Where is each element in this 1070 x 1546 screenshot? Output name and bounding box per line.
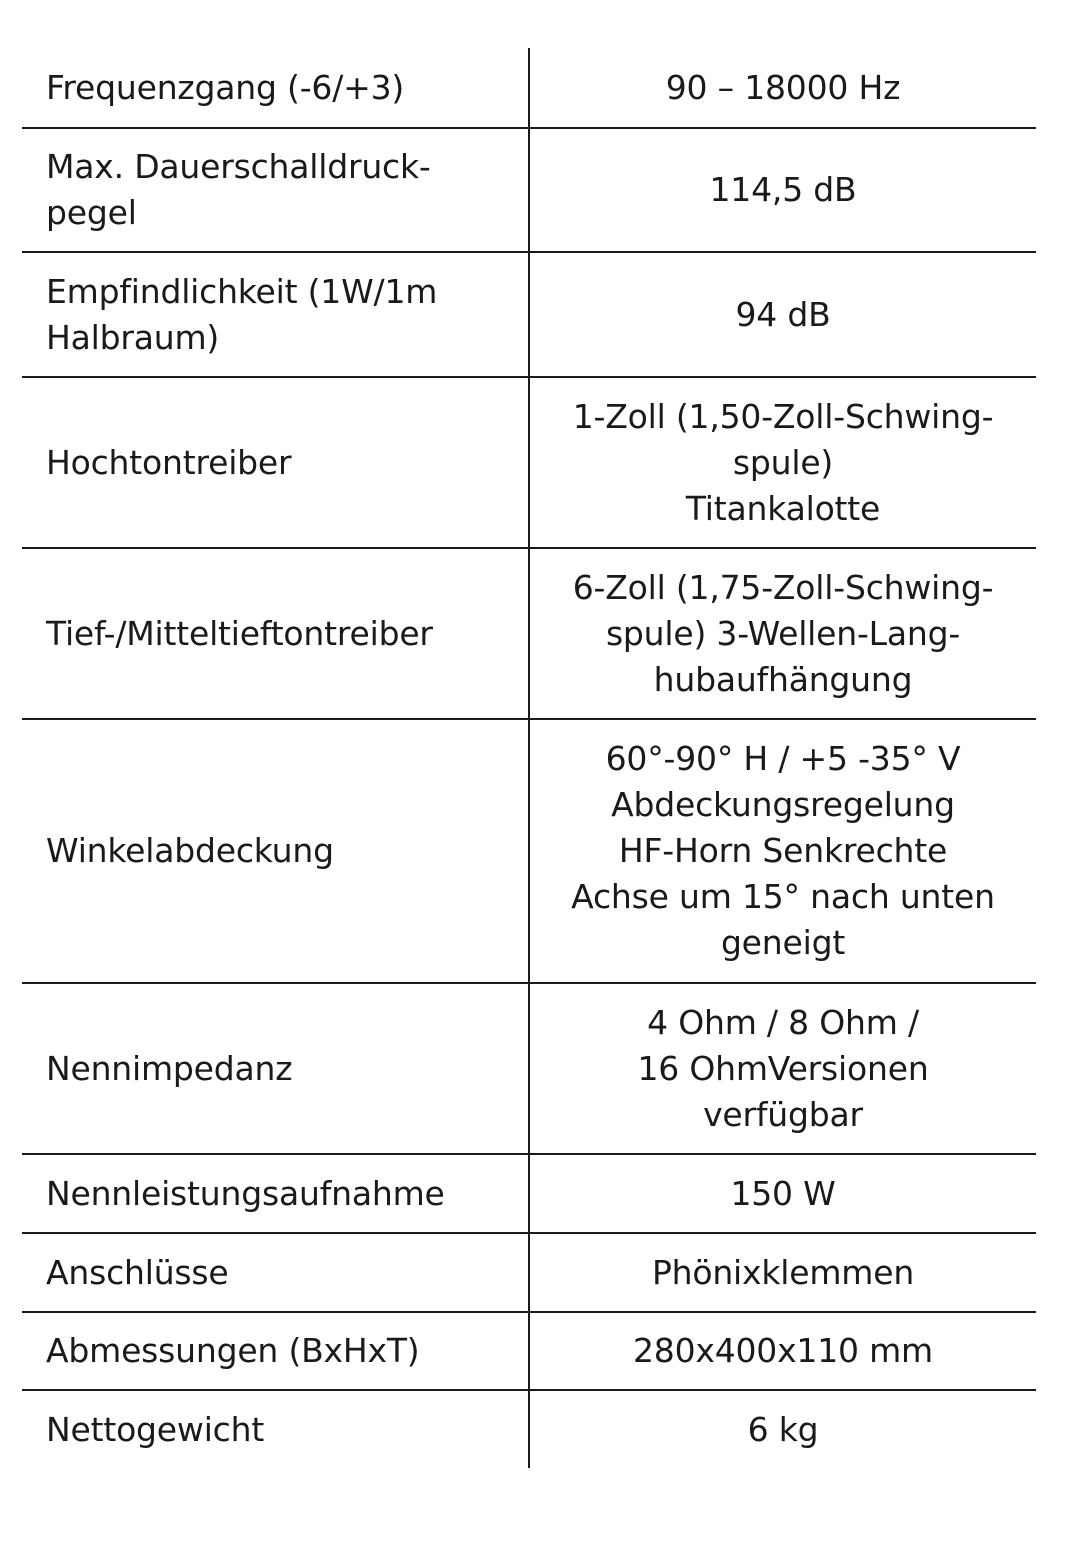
- spec-label: Abmessungen (BxHxT): [22, 1312, 529, 1390]
- spec-value: 94 dB: [735, 294, 831, 334]
- spec-value: 90 – 18000 Hz: [665, 67, 901, 107]
- spec-label: Tief-/Mitteltieftontreiber: [22, 548, 529, 719]
- spec-row-hochtontreiber: [22, 377, 1036, 548]
- spec-row-schalldruckpegel: [22, 128, 1036, 252]
- spec-label: Nennimpedanz: [22, 983, 529, 1154]
- spec-label: Nettogewicht: [22, 1390, 529, 1468]
- spec-row-nettogewicht: [22, 1390, 1036, 1468]
- spec-value: 60°-90° H / +5 -35° V Abdeckungsregelung HF-Horn Senkrechte Achse um 15° nach unten geneigt: [571, 739, 995, 962]
- spec-row-anschluesse: [22, 1233, 1036, 1312]
- spec-label: Winkelabdeckung: [22, 719, 529, 983]
- spec-row-frequenzgang: [22, 48, 1036, 128]
- spec-value: 114,5 dB: [709, 170, 857, 209]
- spec-label: Empfindlichkeit (1W/1m Halbraum): [22, 252, 529, 377]
- spec-row-tieftontreiber: [22, 548, 1036, 719]
- spec-value: 6 kg: [747, 1409, 819, 1449]
- spec-row-nennimpedanz: [22, 983, 1036, 1154]
- spec-value: 6-Zoll (1,75-Zoll-Schwing- spule) 3-Wellen-Lang- hubaufhängung: [572, 567, 994, 699]
- spec-label: Frequenzgang (-6/+3): [22, 48, 529, 128]
- spec-value: Phönixklemmen: [651, 1252, 915, 1292]
- spec-row-winkelabdeckung: [22, 719, 1036, 983]
- spec-value: 280x400x110 mm: [632, 1331, 933, 1370]
- spec-row-nennleistung: [22, 1154, 1036, 1233]
- spec-label: Hochtontreiber: [22, 377, 529, 548]
- spec-row-abmessungen: [22, 1312, 1036, 1390]
- spec-row-empfindlichkeit: [22, 252, 1036, 377]
- spec-label: Nennleistungsaufnahme: [22, 1154, 529, 1233]
- spec-table: [22, 48, 1036, 1468]
- spec-label: Anschlüsse: [22, 1233, 529, 1312]
- spec-value: 4 Ohm / 8 Ohm / 16 OhmVersionen verfügbar: [637, 1002, 929, 1134]
- spec-label: Max. Dauerschalldruck- pegel: [22, 128, 529, 252]
- spec-value: 150 W: [730, 1173, 836, 1213]
- spec-value: 1-Zoll (1,50-Zoll-Schwing- spule) Titankalotte: [572, 396, 994, 528]
